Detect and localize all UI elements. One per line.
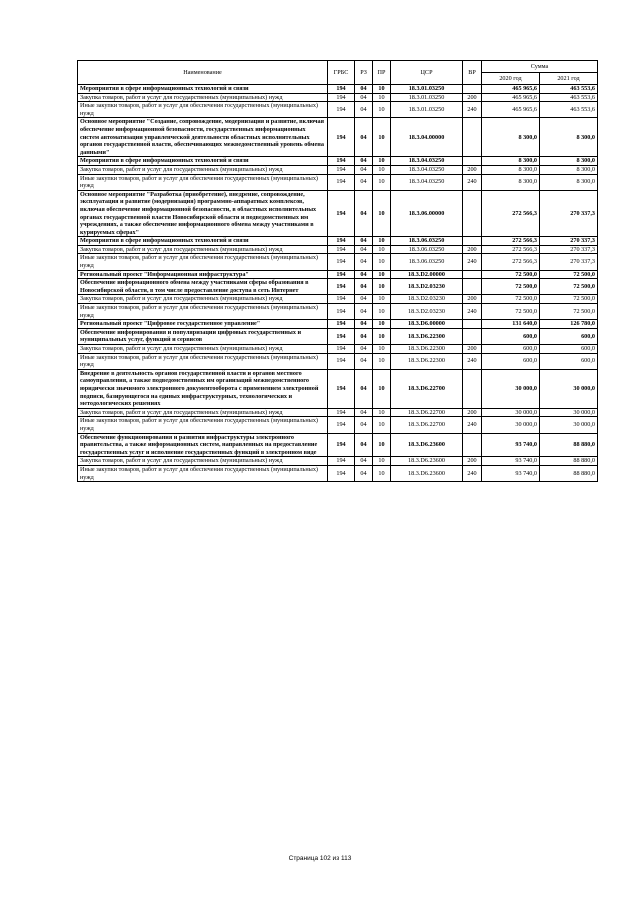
cell-pr: 10 — [373, 408, 391, 417]
cell-pr: 10 — [373, 270, 391, 279]
cell-csr: 18.3.04.03250 — [391, 157, 463, 166]
cell-2021: 88 880,0 — [540, 457, 598, 466]
cell-name: Мероприятия в сфере информационных технологий и связи — [78, 85, 328, 94]
cell-name: Обеспечение информирования и популяризации цифровых государственных и муниципальных услуг, функций и сервисов — [78, 328, 328, 344]
table-row — [78, 369, 598, 408]
cell-2020: 72 500,0 — [482, 304, 540, 320]
cell-pr: 10 — [373, 465, 391, 481]
cell-pr: 10 — [373, 254, 391, 270]
cell-2021: 463 553,6 — [540, 102, 598, 118]
cell-2021: 600,0 — [540, 345, 598, 354]
cell-csr: 18.3.D6.00000 — [391, 320, 463, 329]
cell-2020: 272 566,3 — [482, 254, 540, 270]
cell-csr: 18.3.01.03250 — [391, 93, 463, 102]
cell-2021: 270 337,3 — [540, 237, 598, 246]
cell-csr: 18.3.04.03250 — [391, 165, 463, 174]
cell-rz: 04 — [355, 465, 373, 481]
cell-2021: 88 880,0 — [540, 465, 598, 481]
cell-2021: 126 780,0 — [540, 320, 598, 329]
cell-csr: 18.3.06.00000 — [391, 190, 463, 237]
cell-grbs: 194 — [328, 157, 355, 166]
cell-name: Иные закупки товаров, работ и услуг для обеспечения государственных (муниципальных) нужд — [78, 353, 328, 369]
cell-rz: 04 — [355, 369, 373, 408]
table-row — [78, 174, 598, 190]
cell-name: Основное мероприятие "Разработка (приобретение), внедрение, сопровождение, эксплуатация и развитие (модернизация) программно-аппаратных комплексов, включая обеспечение информационной безопасности, в областных исполнительных органах государственной власти Новосибирской области и подведомственных им учреждениях, а также обеспечение информационного обмена между участниками в курируемых сферах" — [78, 190, 328, 237]
cell-2021: 600,0 — [540, 353, 598, 369]
cell-csr: 18.3.D2.03230 — [391, 304, 463, 320]
cell-name: Обеспечение информационного обмена между участниками сферы образования в Новосибирской области, в том числе предоставление доступа в сеть Интернет — [78, 279, 328, 295]
cell-2021: 8 300,0 — [540, 165, 598, 174]
header-year-2020: 2020 год — [482, 73, 540, 85]
cell-2020: 72 500,0 — [482, 279, 540, 295]
cell-vr — [463, 118, 482, 157]
cell-grbs: 194 — [328, 345, 355, 354]
cell-grbs: 194 — [328, 457, 355, 466]
cell-pr: 10 — [373, 102, 391, 118]
cell-pr: 10 — [373, 457, 391, 466]
table-row — [78, 279, 598, 295]
cell-grbs: 194 — [328, 165, 355, 174]
cell-grbs: 194 — [328, 118, 355, 157]
header-name: Наименование — [78, 61, 328, 85]
cell-vr: 200 — [463, 93, 482, 102]
cell-pr: 10 — [373, 165, 391, 174]
cell-grbs: 194 — [328, 369, 355, 408]
cell-2020: 272 566,3 — [482, 245, 540, 254]
cell-grbs: 194 — [328, 295, 355, 304]
table-row — [78, 85, 598, 94]
table-row — [78, 417, 598, 433]
cell-grbs: 194 — [328, 279, 355, 295]
cell-2020: 600,0 — [482, 353, 540, 369]
cell-grbs: 194 — [328, 174, 355, 190]
cell-grbs: 194 — [328, 328, 355, 344]
cell-pr: 10 — [373, 353, 391, 369]
cell-vr — [463, 369, 482, 408]
cell-grbs: 194 — [328, 320, 355, 329]
table-row — [78, 190, 598, 237]
header-csr: ЦСР — [391, 61, 463, 85]
cell-csr: 18.3.D6.22300 — [391, 353, 463, 369]
cell-vr: 240 — [463, 417, 482, 433]
cell-2020: 600,0 — [482, 345, 540, 354]
cell-grbs: 194 — [328, 85, 355, 94]
cell-csr: 18.3.04.00000 — [391, 118, 463, 157]
cell-2020: 93 740,0 — [482, 433, 540, 457]
header-pr: ПР — [373, 61, 391, 85]
cell-2020: 8 300,0 — [482, 165, 540, 174]
table-row — [78, 433, 598, 457]
cell-pr: 10 — [373, 85, 391, 94]
cell-2020: 93 740,0 — [482, 457, 540, 466]
cell-2021: 72 500,0 — [540, 279, 598, 295]
cell-2020: 93 740,0 — [482, 465, 540, 481]
table-row — [78, 165, 598, 174]
cell-2021: 30 000,0 — [540, 417, 598, 433]
cell-pr: 10 — [373, 93, 391, 102]
cell-vr: 200 — [463, 245, 482, 254]
cell-2021: 72 500,0 — [540, 270, 598, 279]
cell-2021: 270 337,3 — [540, 190, 598, 237]
cell-name: Основное мероприятие "Создание, сопровождение, модернизация и развитие, включая обеспечение информационной безопасности, государственных информационных систем автоматизации управленческой деятельности областных исполнительных органов государственной власти, обеспечивающих межведомственный уровень обмена данными" — [78, 118, 328, 157]
cell-name: Закупка товаров, работ и услуг для государственных (муниципальных) нужд — [78, 295, 328, 304]
cell-name: Иные закупки товаров, работ и услуг для обеспечения государственных (муниципальных) нужд — [78, 174, 328, 190]
cell-pr: 10 — [373, 190, 391, 237]
cell-csr: 18.3.04.03250 — [391, 174, 463, 190]
table-row — [78, 408, 598, 417]
cell-rz: 04 — [355, 328, 373, 344]
cell-2021: 270 337,3 — [540, 254, 598, 270]
cell-grbs: 194 — [328, 465, 355, 481]
cell-csr: 18.3.06.03250 — [391, 237, 463, 246]
cell-grbs: 194 — [328, 408, 355, 417]
cell-rz: 04 — [355, 174, 373, 190]
cell-name: Региональный проект "Цифровое государственное управление" — [78, 320, 328, 329]
cell-pr: 10 — [373, 237, 391, 246]
page-number: Страница 102 из 113 — [288, 855, 352, 862]
header-rz: РЗ — [355, 61, 373, 85]
cell-vr: 240 — [463, 102, 482, 118]
cell-vr: 200 — [463, 345, 482, 354]
cell-name: Иные закупки товаров, работ и услуг для обеспечения государственных (муниципальных) нужд — [78, 304, 328, 320]
cell-name: Иные закупки товаров, работ и услуг для обеспечения государственных (муниципальных) нужд — [78, 254, 328, 270]
table-row — [78, 102, 598, 118]
cell-2020: 131 640,0 — [482, 320, 540, 329]
cell-grbs: 194 — [328, 270, 355, 279]
cell-2021: 270 337,3 — [540, 245, 598, 254]
cell-rz: 04 — [355, 245, 373, 254]
cell-rz: 04 — [355, 190, 373, 237]
table-row — [78, 353, 598, 369]
cell-name: Закупка товаров, работ и услуг для государственных (муниципальных) нужд — [78, 245, 328, 254]
header-year-2021: 2021 год — [540, 73, 598, 85]
cell-2021: 88 880,0 — [540, 433, 598, 457]
cell-pr: 10 — [373, 320, 391, 329]
table-row — [78, 270, 598, 279]
cell-pr: 10 — [373, 433, 391, 457]
cell-pr: 10 — [373, 304, 391, 320]
cell-csr: 18.3.D6.23600 — [391, 465, 463, 481]
cell-2021: 463 553,6 — [540, 93, 598, 102]
cell-pr: 10 — [373, 369, 391, 408]
cell-csr: 18.3.01.03250 — [391, 85, 463, 94]
table-row — [78, 237, 598, 246]
cell-csr: 18.3.06.03250 — [391, 254, 463, 270]
cell-vr — [463, 320, 482, 329]
cell-rz: 04 — [355, 295, 373, 304]
cell-grbs: 194 — [328, 190, 355, 237]
cell-pr: 10 — [373, 157, 391, 166]
cell-2021: 30 000,0 — [540, 369, 598, 408]
cell-vr: 240 — [463, 254, 482, 270]
cell-grbs: 194 — [328, 237, 355, 246]
cell-csr: 18.3.D2.03230 — [391, 279, 463, 295]
cell-name: Мероприятия в сфере информационных технологий и связи — [78, 157, 328, 166]
header-sum: Сумма — [482, 61, 598, 73]
cell-2020: 30 000,0 — [482, 408, 540, 417]
cell-2020: 72 500,0 — [482, 295, 540, 304]
cell-vr: 200 — [463, 165, 482, 174]
cell-pr: 10 — [373, 295, 391, 304]
cell-csr: 18.3.D2.03230 — [391, 295, 463, 304]
table-row — [78, 345, 598, 354]
cell-vr: 240 — [463, 174, 482, 190]
cell-rz: 04 — [355, 165, 373, 174]
table-body — [78, 85, 598, 482]
table-row — [78, 457, 598, 466]
cell-name: Обеспечение функционирования и развития инфраструктуры электронного правительства, а также информационных систем, направленных на предоставление государственных услуг и исполнение государственных функций в электронном виде — [78, 433, 328, 457]
cell-rz: 04 — [355, 85, 373, 94]
cell-grbs: 194 — [328, 102, 355, 118]
cell-csr: 18.3.D6.23600 — [391, 433, 463, 457]
cell-grbs: 194 — [328, 304, 355, 320]
cell-2021: 8 300,0 — [540, 174, 598, 190]
cell-csr: 18.3.D6.22700 — [391, 408, 463, 417]
cell-rz: 04 — [355, 270, 373, 279]
cell-name: Закупка товаров, работ и услуг для государственных (муниципальных) нужд — [78, 457, 328, 466]
cell-2020: 272 566,3 — [482, 237, 540, 246]
cell-2021: 600,0 — [540, 328, 598, 344]
cell-vr — [463, 433, 482, 457]
cell-pr: 10 — [373, 118, 391, 157]
cell-2020: 8 300,0 — [482, 174, 540, 190]
cell-rz: 04 — [355, 408, 373, 417]
cell-2021: 30 000,0 — [540, 408, 598, 417]
cell-rz: 04 — [355, 417, 373, 433]
table-row — [78, 320, 598, 329]
cell-name: Закупка товаров, работ и услуг для государственных (муниципальных) нужд — [78, 408, 328, 417]
cell-vr: 240 — [463, 304, 482, 320]
table-row — [78, 93, 598, 102]
budget-table — [77, 60, 598, 482]
cell-name: Закупка товаров, работ и услуг для государственных (муниципальных) нужд — [78, 165, 328, 174]
cell-vr — [463, 279, 482, 295]
cell-vr: 200 — [463, 408, 482, 417]
cell-2021: 72 500,0 — [540, 295, 598, 304]
cell-grbs: 194 — [328, 417, 355, 433]
cell-rz: 04 — [355, 345, 373, 354]
cell-vr — [463, 328, 482, 344]
cell-rz: 04 — [355, 304, 373, 320]
cell-2020: 272 566,3 — [482, 190, 540, 237]
cell-csr: 18.3.06.03250 — [391, 245, 463, 254]
cell-vr: 240 — [463, 353, 482, 369]
cell-rz: 04 — [355, 353, 373, 369]
cell-pr: 10 — [373, 328, 391, 344]
cell-vr — [463, 270, 482, 279]
cell-rz: 04 — [355, 320, 373, 329]
cell-rz: 04 — [355, 237, 373, 246]
cell-2020: 30 000,0 — [482, 369, 540, 408]
cell-pr: 10 — [373, 279, 391, 295]
cell-csr: 18.3.D6.22700 — [391, 417, 463, 433]
cell-csr: 18.3.D6.22300 — [391, 345, 463, 354]
cell-2020: 8 300,0 — [482, 157, 540, 166]
cell-rz: 04 — [355, 118, 373, 157]
cell-vr: 200 — [463, 457, 482, 466]
cell-grbs: 194 — [328, 353, 355, 369]
cell-csr: 18.3.D6.22700 — [391, 369, 463, 408]
cell-rz: 04 — [355, 93, 373, 102]
cell-grbs: 194 — [328, 93, 355, 102]
cell-vr — [463, 157, 482, 166]
cell-2021: 72 500,0 — [540, 304, 598, 320]
cell-vr: 200 — [463, 295, 482, 304]
cell-2021: 8 300,0 — [540, 118, 598, 157]
table-row — [78, 304, 598, 320]
cell-name: Иные закупки товаров, работ и услуг для обеспечения государственных (муниципальных) нужд — [78, 102, 328, 118]
cell-2020: 30 000,0 — [482, 417, 540, 433]
cell-pr: 10 — [373, 174, 391, 190]
cell-csr: 18.3.01.03250 — [391, 102, 463, 118]
cell-rz: 04 — [355, 279, 373, 295]
table-row — [78, 295, 598, 304]
cell-name: Иные закупки товаров, работ и услуг для обеспечения государственных (муниципальных) нужд — [78, 465, 328, 481]
cell-csr: 18.3.D6.23600 — [391, 457, 463, 466]
cell-2020: 465 965,6 — [482, 85, 540, 94]
cell-vr — [463, 190, 482, 237]
cell-pr: 10 — [373, 417, 391, 433]
cell-2020: 465 965,6 — [482, 93, 540, 102]
cell-rz: 04 — [355, 157, 373, 166]
table-row — [78, 254, 598, 270]
table-row — [78, 118, 598, 157]
cell-pr: 10 — [373, 245, 391, 254]
cell-rz: 04 — [355, 457, 373, 466]
header-grbs: ГРБС — [328, 61, 355, 85]
cell-name: Мероприятия в сфере информационных технологий и связи — [78, 237, 328, 246]
cell-grbs: 194 — [328, 245, 355, 254]
cell-2020: 8 300,0 — [482, 118, 540, 157]
table-row — [78, 328, 598, 344]
cell-2021: 8 300,0 — [540, 157, 598, 166]
table-row — [78, 157, 598, 166]
cell-name: Внедрение в деятельность органов государственной власти и органов местного самоуправления, а также подведомственных им организаций межведомственного юридически значимого электронного документооборота с применением электронной подписи, базирующегося на единых инфраструктурных, технологических и методологических решениях — [78, 369, 328, 408]
table-row — [78, 465, 598, 481]
cell-2020: 465 965,6 — [482, 102, 540, 118]
cell-grbs: 194 — [328, 433, 355, 457]
cell-2020: 600,0 — [482, 328, 540, 344]
cell-name: Региональный проект "Информационная инфраструктура" — [78, 270, 328, 279]
cell-rz: 04 — [355, 102, 373, 118]
cell-rz: 04 — [355, 254, 373, 270]
cell-vr — [463, 237, 482, 246]
cell-pr: 10 — [373, 345, 391, 354]
cell-name: Закупка товаров, работ и услуг для государственных (муниципальных) нужд — [78, 345, 328, 354]
cell-grbs: 194 — [328, 254, 355, 270]
cell-2021: 463 553,6 — [540, 85, 598, 94]
header-vr: ВР — [463, 61, 482, 85]
cell-csr: 18.3.D2.00000 — [391, 270, 463, 279]
cell-2020: 72 500,0 — [482, 270, 540, 279]
cell-name: Иные закупки товаров, работ и услуг для обеспечения государственных (муниципальных) нужд — [78, 417, 328, 433]
table-row — [78, 245, 598, 254]
cell-csr: 18.3.D6.22300 — [391, 328, 463, 344]
cell-rz: 04 — [355, 433, 373, 457]
cell-name: Закупка товаров, работ и услуг для государственных (муниципальных) нужд — [78, 93, 328, 102]
cell-vr: 240 — [463, 465, 482, 481]
cell-vr — [463, 85, 482, 94]
